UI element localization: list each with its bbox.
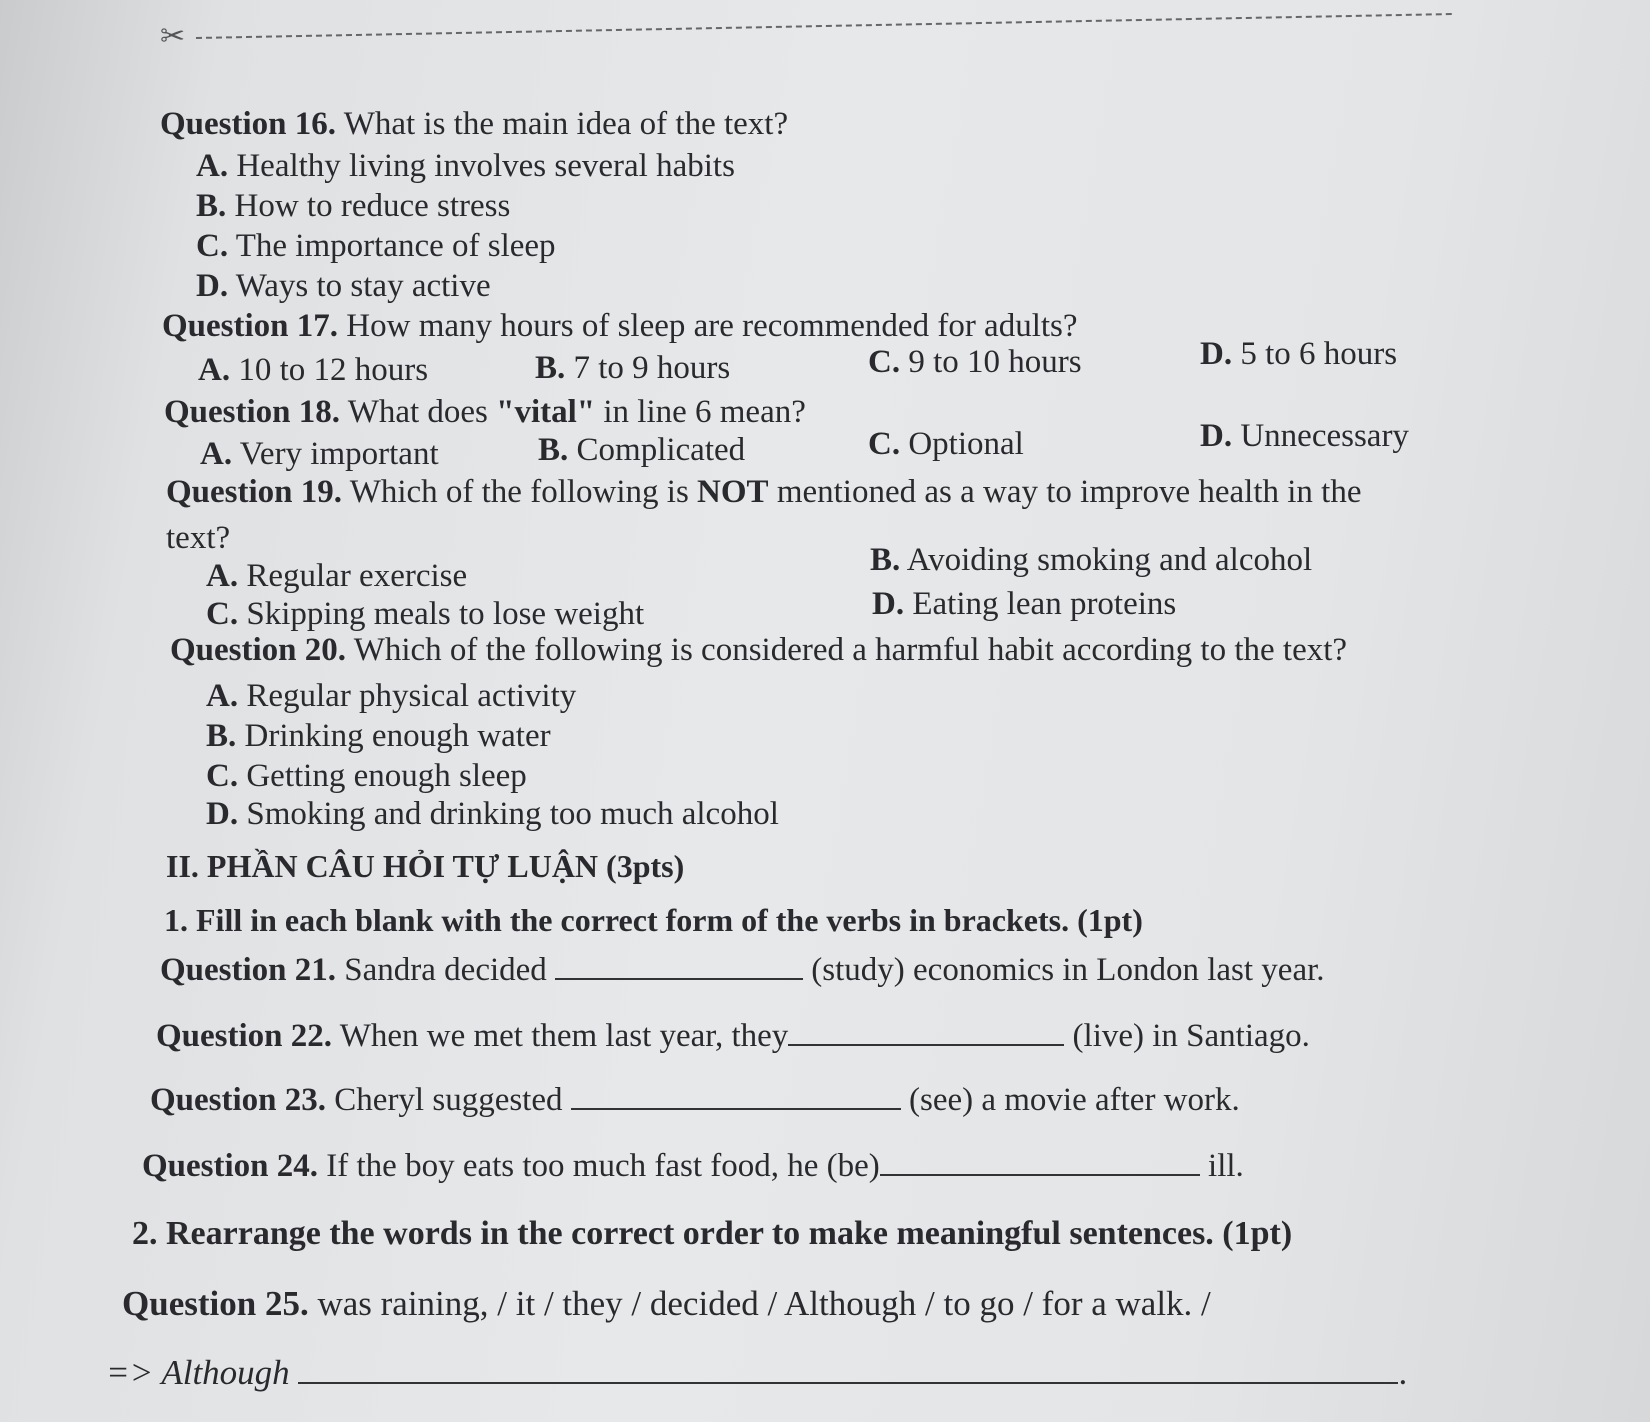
scissors-icon: ✂ — [160, 19, 186, 54]
question-25: Question 25. was raining, / it / they / decided / Although / to go / for a walk. / — [122, 1284, 1211, 1323]
option-a[interactable]: A. Very important — [200, 436, 439, 472]
cut-line — [196, 12, 1454, 42]
option-b[interactable]: B. 7 to 9 hours — [535, 350, 731, 386]
question-text: Which of the following is considered a harmful habit according to the text? — [353, 632, 1348, 668]
answer-blank[interactable] — [298, 1352, 1398, 1384]
option-c[interactable]: C. 9 to 10 hours — [868, 344, 1082, 380]
part-1-instruction: 1. Fill in each blank with the correct form of the verbs in brackets. (1pt) — [164, 902, 1143, 938]
option-c[interactable]: C. The importance of sleep — [196, 228, 556, 264]
question-23: Question 23. Cheryl suggested (see) a movie after work. — [150, 1078, 1240, 1120]
option-d[interactable]: D. Smoking and drinking too much alcohol — [206, 796, 779, 832]
part-2-instruction: 2. Rearrange the words in the correct order to make meaningful sentences. (1pt) — [132, 1215, 1293, 1252]
question-16 — [160, 104, 788, 144]
question-21: Question 21. Sandra decided (study) economics in London last year. — [160, 948, 1325, 990]
question-number: Question 20. — [170, 632, 347, 668]
question-number: Question 16. — [160, 106, 337, 142]
section-title: II. PHẦN CÂU HỎI TỰ LUẬN (3pts) — [166, 848, 685, 884]
question-19-continued: text? — [166, 520, 231, 556]
option-b[interactable]: B. How to reduce stress — [196, 188, 511, 224]
option-c[interactable]: C. Getting enough sleep — [206, 758, 527, 794]
question-17 — [162, 306, 1078, 346]
question-19: Question 19. Which of the following is NOT mentioned as a way to improve health in the — [166, 474, 1362, 510]
answer-blank[interactable] — [555, 948, 803, 980]
option-d[interactable]: D. 5 to 6 hours — [1200, 336, 1398, 372]
option-a[interactable]: A. Regular exercise — [206, 558, 468, 594]
option-b[interactable]: B. Drinking enough water — [206, 718, 551, 754]
question-text: How many hours of sleep are recommended for adults? — [346, 308, 1078, 344]
question-number: Question 17. — [162, 308, 339, 344]
option-a[interactable]: A. 10 to 12 hours — [198, 352, 429, 388]
question-24: Question 24. If the boy eats too much fast food, he (be) ill. — [142, 1144, 1244, 1186]
question-20 — [170, 630, 1347, 670]
option-a[interactable]: A. Healthy living involves several habits — [196, 148, 735, 184]
answer-line: => Although . — [106, 1353, 1408, 1392]
option-b[interactable]: B. Complicated — [538, 432, 746, 468]
option-c[interactable]: C. Skipping meals to lose weight — [206, 596, 645, 632]
answer-blank[interactable] — [571, 1078, 901, 1110]
option-a[interactable]: A. Regular physical activity — [206, 678, 577, 714]
question-22: Question 22. When we met them last year, they (live) in Santiago. — [156, 1014, 1310, 1056]
question-number: Question 18. — [164, 394, 341, 430]
option-c[interactable]: C. Optional — [868, 426, 1024, 462]
option-b[interactable]: B. Avoiding smoking and alcohol — [870, 542, 1313, 578]
option-d[interactable]: D. Eating lean proteins — [872, 586, 1177, 622]
answer-blank[interactable] — [880, 1144, 1200, 1176]
option-d[interactable]: D. Ways to stay active — [196, 268, 491, 304]
answer-blank[interactable] — [788, 1014, 1064, 1046]
question-18: Question 18. What does "vital" in line 6 mean? — [164, 394, 806, 430]
question-number: Question 19. — [166, 474, 343, 510]
option-d[interactable]: D. Unnecessary — [1200, 418, 1409, 454]
question-text: What is the main idea of the text? — [343, 106, 789, 142]
